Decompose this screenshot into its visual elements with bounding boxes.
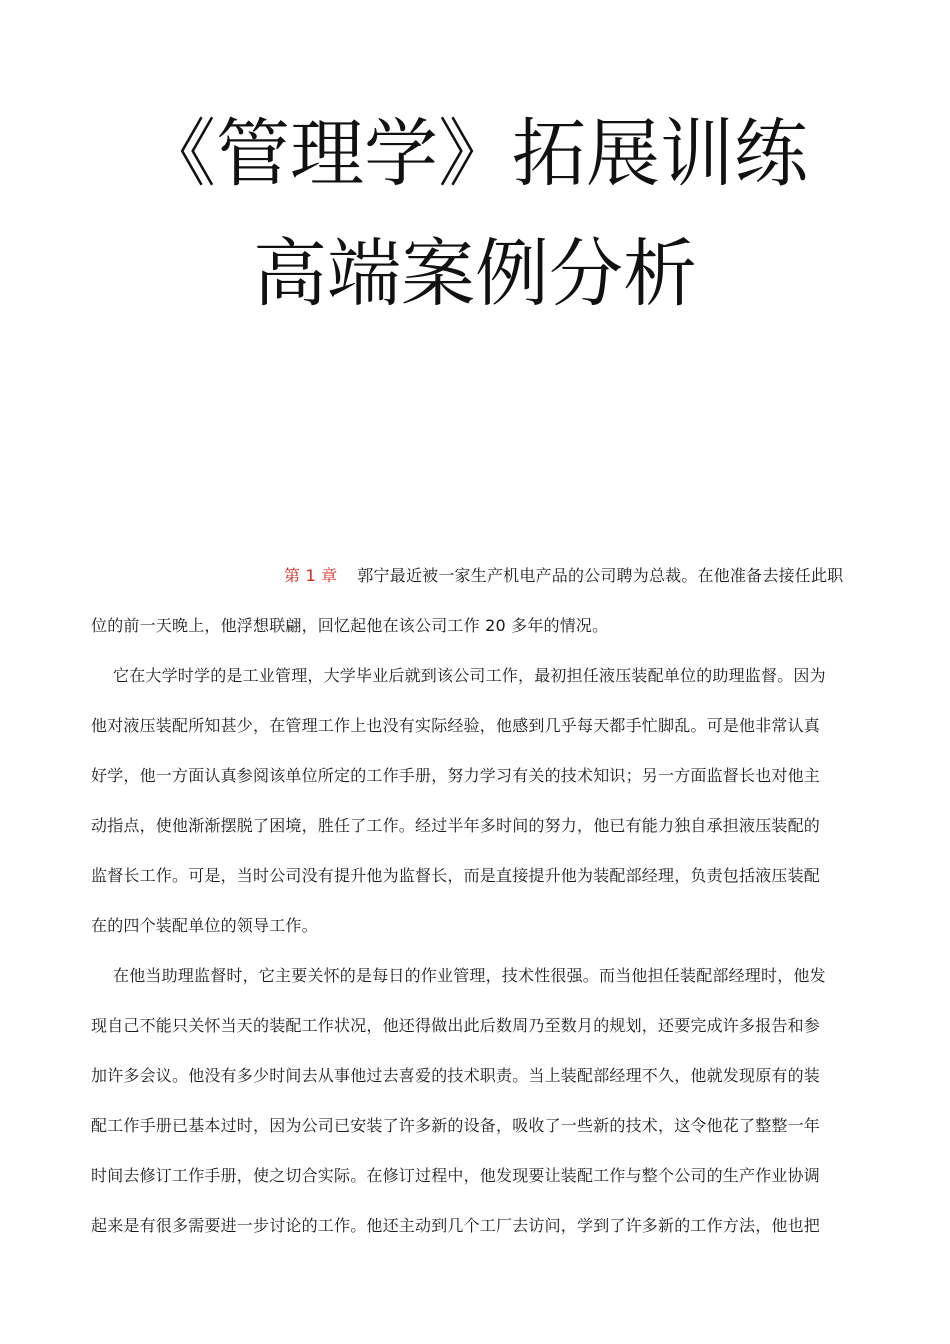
chapter-label: 第 1 章 [284,566,338,585]
paragraph-2-line-3: 好学，他一方面认真参阅该单位所定的工作手册，努力学习有关的技术知识；另一方面监督长也对他主 [91,766,821,785]
paragraph-3-line-1: 在他当助理监督时，它主要关怀的是每日的作业管理，技术性很强。而当他担任装配部经理时，他发 [113,966,826,985]
paragraph-2-line-6: 在的四个装配单位的领导工作。 [91,916,318,935]
paragraph-3-line-3: 加许多会议。他没有多少时间去从事他过去喜爱的技术职责。当上装配部经理不久，他就发现原有的装 [91,1066,821,1085]
paragraph-1-line-1: 郭宁最近被一家生产机电产品的公司聘为总裁。在他准备去接任此职 [357,566,844,585]
paragraph-2-line-5: 监督长工作。可是，当时公司没有提升他为监督长，而是直接提升他为装配部经理，负责包括液压装配 [91,866,821,885]
paragraph-3-line-5: 时间去修订工作手册，使之切合实际。在修订过程中，他发现要让装配工作与整个公司的生产作业协调 [91,1166,821,1185]
document-subtitle: 高端案例分析 [253,231,697,317]
paragraph-2-line-4: 动指点，使他渐渐摆脱了困境，胜任了工作。经过半年多时间的努力，他已有能力独自承担液压装配的 [91,816,821,835]
paragraph-2-line-2: 他对液压装配所知甚少，在管理工作上也没有实际经验，他感到几乎每天都手忙脚乱。可是他非常认真 [91,716,821,735]
case-body [91,551,861,1251]
paragraph-line [91,551,861,601]
paragraph-1-line-2: 位的前一天晚上，他浮想联翩，回忆起他在该公司工作 20 多年的情况。 [91,616,609,635]
document-title: 《管理学》拓展训练 [142,111,808,197]
paragraph-3-line-4: 配工作手册已基本过时，因为公司已安装了许多新的设备，吸收了一些新的技术，这令他花了整整一年 [91,1116,821,1135]
paragraph-3-line-2: 现自己不能只关怀当天的装配工作状况，他还得做出此后数周乃至数月的规划，还要完成许多报告和参 [91,1016,821,1035]
paragraph-2-line-1: 它在大学时学的是工业管理，大学毕业后就到该公司工作，最初担任液压装配单位的助理监督。因为 [113,666,826,685]
paragraph-3-line-6: 起来是有很多需要进一步讨论的工作。他还主动到几个工厂去访问，学到了许多新的工作方法，他也把 [91,1216,821,1235]
